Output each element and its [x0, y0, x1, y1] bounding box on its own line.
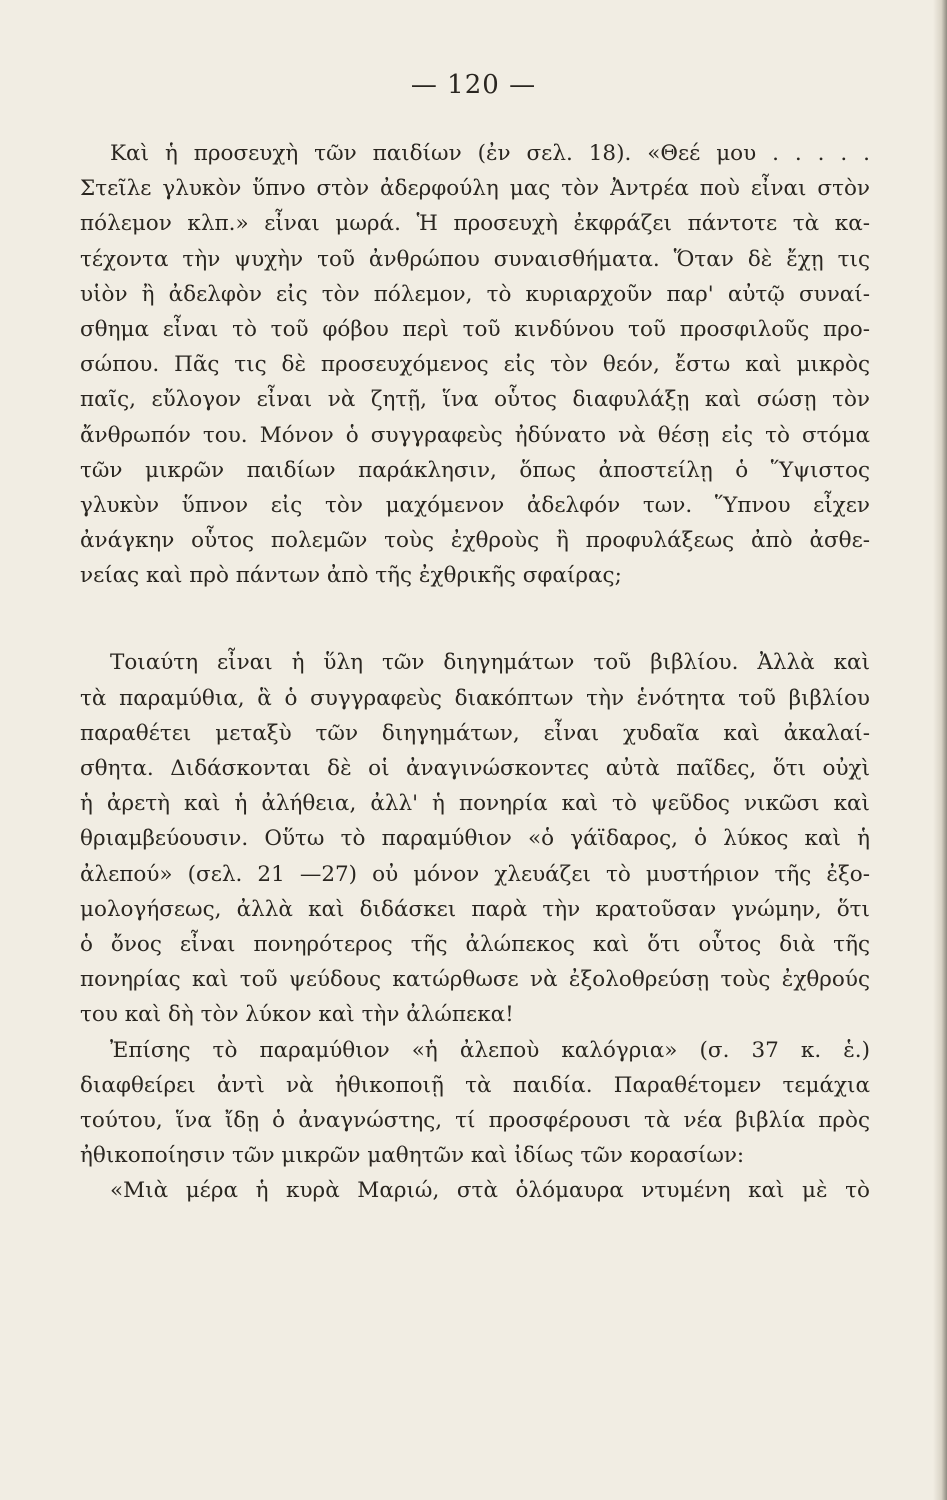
- text-line: μολογήσεως, ἀλλὰ καὶ διδάσκει παρὰ τὴν κρατοῦσαν γνώμην, ὅτι: [80, 896, 870, 922]
- text-line: διαφθείρει ἀντὶ νὰ ἠθικοποιῇ τὰ παιδία. Παραθέτομεν τεμάχια: [80, 1072, 870, 1098]
- text-line: νείας καὶ πρὸ πάντων ἀπὸ τῆς ἐχθρικῆς σφαίρας;: [80, 563, 622, 589]
- paragraph-3: [80, 1033, 870, 1174]
- text-line: υἱὸν ἢ ἀδελφὸν εἰς τὸν πόλεμον, τὸ κυριαρχοῦν παρ' αὐτῷ συναί-: [80, 281, 870, 307]
- text-line: πόλεμον κλπ.» εἶναι μωρά. Ἡ προσευχὴ ἐκφράζει πάντοτε τὰ κα-: [80, 211, 870, 237]
- text-line: γλυκὺν ὕπνον εἰς τὸν μαχόμενον ἀδελφόν των. Ὕπνου εἶχεν: [80, 492, 870, 518]
- paragraph-2: [80, 645, 870, 1032]
- text-line: Καὶ ἡ προσευχὴ τῶν παιδίων (ἐν σελ. 18). «Θεέ μου . . . . .: [110, 141, 870, 166]
- text-line: παῖς, εὔλογον εἶναι νὰ ζητῇ, ἵνα οὗτος διαφυλάξῃ καὶ σώσῃ τὸν: [80, 387, 870, 413]
- text-line: ἀλεπού» (σελ. 21 —27) οὐ μόνον χλευάζει τὸ μυστήριον τῆς ἐξο-: [80, 861, 870, 887]
- text-line: τούτου, ἵνα ἴδῃ ὁ ἀναγνώστης, τί προσφέρουσι τὰ νέα βιβλία πρὸς: [80, 1107, 870, 1133]
- text-line: του καὶ δὴ τὸν λύκον καὶ τὴν ἀλώπεκα!: [80, 1002, 514, 1028]
- text-line: σθημα εἶναι τὸ τοῦ φόβου περὶ τοῦ κινδύνου τοῦ προσφιλοῦς προ-: [80, 316, 870, 342]
- text-line: τέχοντα τὴν ψυχὴν τοῦ ἀνθρώπου συναισθήματα. Ὅταν δὲ ἔχῃ τις: [80, 246, 870, 272]
- text-line: ἄνθρωπόν του. Μόνον ὁ συγγραφεὺς ἠδύνατο νὰ θέσῃ εἰς τὸ στόμα: [80, 422, 870, 448]
- paragraph-4: [80, 1173, 870, 1208]
- text-line: σώπου. Πᾶς τις δὲ προσευχόμενος εἰς τὸν θεόν, ἔστω καὶ μικρὸς: [80, 352, 870, 378]
- paragraph-1: [80, 136, 870, 593]
- text-line: τῶν μικρῶν παιδίων παράκλησιν, ὅπως ἀποστείλῃ ὁ Ὕψιστος: [80, 457, 870, 483]
- text-line: Ἐπίσης τὸ παραμύθιον «ἡ ἀλεποὺ καλόγρια» (σ. 37 κ. ἑ.): [110, 1037, 870, 1063]
- text-line: ἡ ἀρετὴ καὶ ἡ ἀλήθεια, ἀλλ' ἡ πονηρία καὶ τὸ ψεῦδος νικῶσι καὶ: [80, 791, 870, 817]
- text-line: ὁ ὄνος εἶναι πονηρότερος τῆς ἀλώπεκος καὶ ὅτι οὗτος διὰ τῆς: [80, 931, 870, 957]
- page-number: — 120 —: [410, 70, 537, 100]
- text-line: σθητα. Διδάσκονται δὲ οἱ ἀναγινώσκοντες αὐτὰ παῖδες, ὅτι οὐχὶ: [80, 756, 870, 781]
- text-line: θριαμβεύουσιν. Οὕτω τὸ παραμύθιον «ὁ γάϊδαρος, ὁ λύκος καὶ ἡ: [80, 826, 870, 852]
- body-text: [80, 136, 870, 1208]
- text-line: τὰ παραμύθια, ἃ ὁ συγγραφεὺς διακόπτων τὴν ἑνότητα τοῦ βιβλίου: [80, 685, 870, 711]
- text-line: ἀνάγκην οὗτος πολεμῶν τοὺς ἐχθροὺς ἢ προφυλάξεως ἀπὸ ἀσθε-: [80, 528, 870, 554]
- text-line: πονηρίας καὶ τοῦ ψεύδους κατώρθωσε νὰ ἐξολοθρεύσῃ τοὺς ἐχθρούς: [80, 967, 870, 993]
- page-edge-shadow: [933, 0, 947, 1500]
- text-line: Τοιαύτη εἶναι ἡ ὕλη τῶν διηγημάτων τοῦ βιβλίου. Ἀλλὰ καὶ: [110, 650, 870, 676]
- text-line: ἠθικοποίησιν τῶν μικρῶν μαθητῶν καὶ ἰδίως τῶν κορασίων:: [80, 1143, 745, 1169]
- text-line: παραθέτει μεταξὺ τῶν διηγημάτων, εἶναι χυδαῖα καὶ ἀκαλαί-: [80, 720, 870, 746]
- text-line: «Μιὰ μέρα ἡ κυρὰ Μαριώ, στὰ ὁλόμαυρα ντυμένη καὶ μὲ τὸ: [110, 1178, 870, 1204]
- paragraph-gap: [80, 593, 870, 645]
- text-line: Στεῖλε γλυκὸν ὕπνο στὸν ἀδερφούλη μας τὸν Ἀντρέα ποὺ εἶναι στὸν: [80, 176, 870, 202]
